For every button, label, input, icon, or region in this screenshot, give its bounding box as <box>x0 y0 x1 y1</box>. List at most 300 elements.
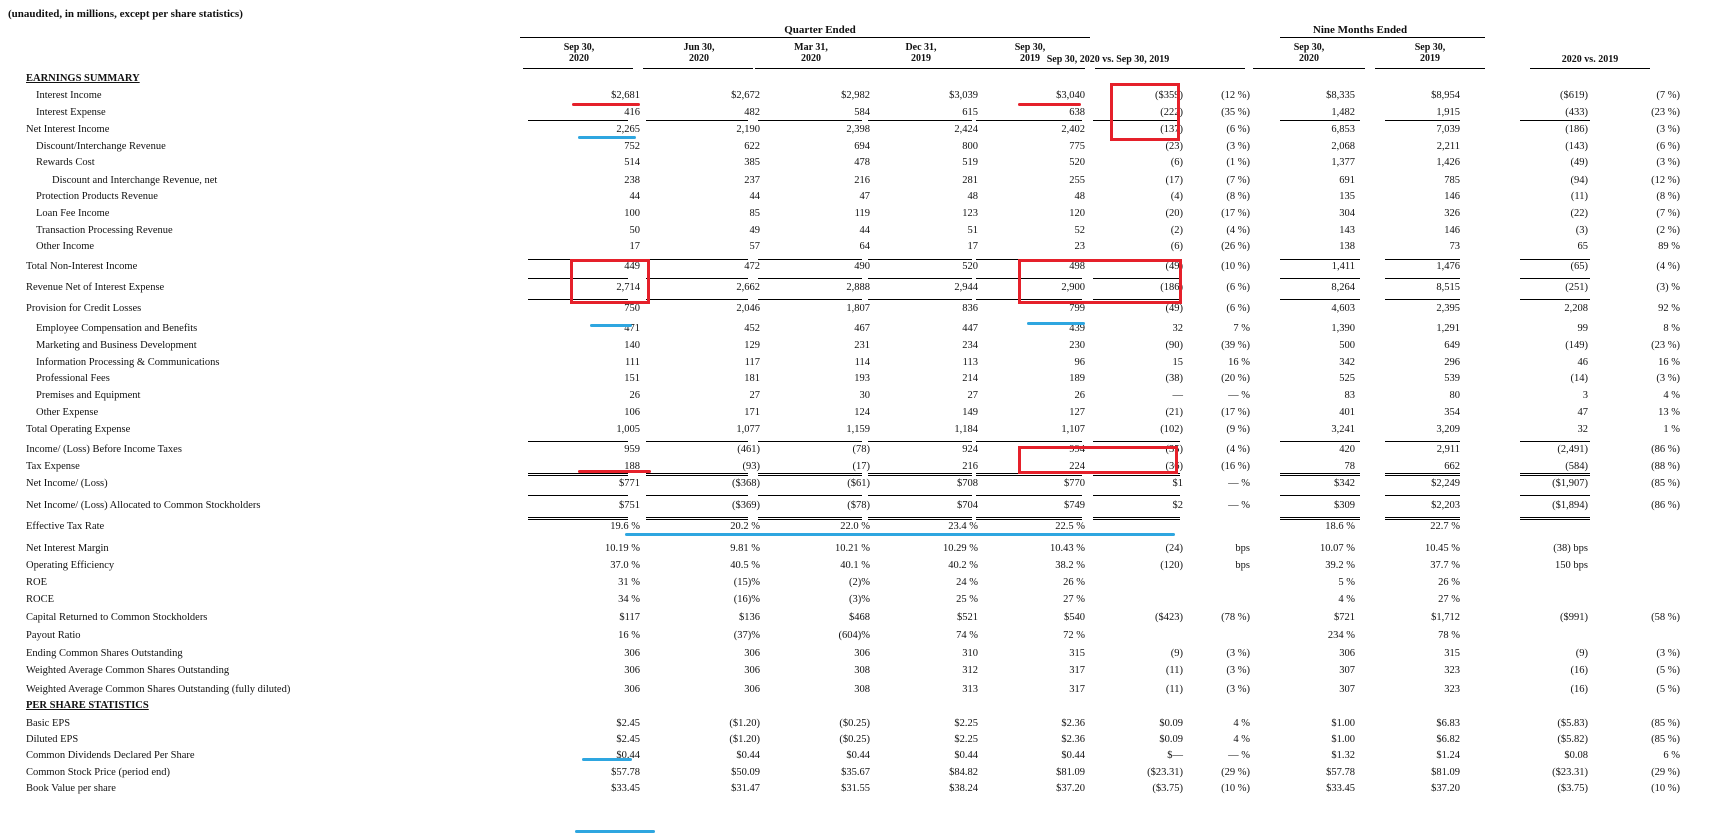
table-cell: 584 <box>854 107 870 118</box>
double-rule <box>646 473 748 476</box>
column-header-line2: 2020 <box>801 53 821 64</box>
table-row <box>0 140 1730 157</box>
table-cell: 959 <box>624 444 640 455</box>
column-header-line2: 2019 <box>911 53 931 64</box>
table-cell: 482 <box>744 107 760 118</box>
table-cell: $2,982 <box>841 90 870 101</box>
table-cell: (9) <box>1575 648 1588 659</box>
table-cell: (94) <box>1570 175 1588 186</box>
table-cell: bps <box>1235 560 1250 571</box>
table-cell: (49) <box>1570 157 1588 168</box>
table-cell: 140 <box>624 340 640 351</box>
table-cell: 214 <box>962 373 978 384</box>
table-cell: $2,203 <box>1431 500 1460 511</box>
table-cell: (8 %) <box>1226 191 1250 202</box>
table-cell: 92 % <box>1658 303 1680 314</box>
table-cell: 525 <box>1339 373 1355 384</box>
table-cell: 2,402 <box>1061 124 1085 135</box>
table-cell: 7 % <box>1233 323 1250 334</box>
table-cell: $704 <box>957 500 978 511</box>
table-cell: 37.7 % <box>1430 560 1460 571</box>
row-label: Marketing and Business Development <box>36 340 197 351</box>
table-row <box>0 406 1730 423</box>
table-cell: 306 <box>854 648 870 659</box>
table-cell: $2,681 <box>611 90 640 101</box>
row-label: Discount and Interchange Revenue, net <box>52 175 218 186</box>
table-cell: 2,395 <box>1436 303 1460 314</box>
double-rule <box>646 517 748 520</box>
table-cell: (90) <box>1165 340 1183 351</box>
table-cell: 65 <box>1577 241 1588 252</box>
table-cell: 22.7 % <box>1430 521 1460 532</box>
table-cell: 8 % <box>1663 323 1680 334</box>
table-cell: (93) <box>742 461 760 472</box>
table-cell: 143 <box>1339 225 1355 236</box>
column-header-line2: 2019 <box>1020 53 1040 64</box>
table-cell: (16)% <box>733 594 760 605</box>
table-cell: 2,662 <box>736 282 760 293</box>
single-rule <box>646 495 748 496</box>
table-cell: (251) <box>1565 282 1588 293</box>
table-cell: 638 <box>1069 107 1085 118</box>
column-header-rule <box>643 68 753 69</box>
table-cell: 32 <box>1577 424 1588 435</box>
table-cell: ($369) <box>732 500 760 511</box>
table-cell: (3) <box>1575 225 1588 236</box>
table-cell: 467 <box>854 323 870 334</box>
table-cell: 216 <box>854 175 870 186</box>
table-cell: 4 % <box>1233 718 1250 729</box>
table-cell: 315 <box>1069 648 1085 659</box>
table-cell: (3 %) <box>1656 648 1680 659</box>
table-cell: 662 <box>1444 461 1460 472</box>
table-cell: 26 % <box>1438 577 1460 588</box>
table-cell: 785 <box>1444 175 1460 186</box>
table-row <box>0 89 1730 106</box>
table-cell: 4 % <box>1663 390 1680 401</box>
single-rule <box>1093 441 1180 442</box>
table-cell: 51 <box>967 225 978 236</box>
table-cell: 16 % <box>618 630 640 641</box>
table-cell: 6,853 <box>1331 124 1355 135</box>
table-cell: (4 %) <box>1226 444 1250 455</box>
table-cell: 49 <box>749 225 760 236</box>
table-cell: 313 <box>962 684 978 695</box>
single-rule <box>758 120 862 121</box>
table-cell: bps <box>1235 543 1250 554</box>
table-cell: $33.45 <box>1326 783 1355 794</box>
double-rule <box>528 517 628 520</box>
single-rule <box>976 495 1082 496</box>
table-cell: (24) <box>1165 543 1183 554</box>
table-cell: 2,944 <box>954 282 978 293</box>
table-cell: $8,335 <box>1326 90 1355 101</box>
table-cell: $521 <box>957 612 978 623</box>
single-rule <box>1520 299 1590 300</box>
table-cell: (11) <box>1570 191 1588 202</box>
table-cell: $721 <box>1334 612 1355 623</box>
table-cell: (102) <box>1160 424 1183 435</box>
table-cell: ($23.31) <box>1147 767 1183 778</box>
table-cell: (5 %) <box>1656 665 1680 676</box>
table-cell: (4) <box>1170 191 1183 202</box>
single-rule <box>646 259 748 260</box>
table-cell: 1,159 <box>846 424 870 435</box>
table-cell: (584) <box>1565 461 1588 472</box>
table-cell: 694 <box>854 141 870 152</box>
table-cell: 10.07 % <box>1320 543 1355 554</box>
table-cell: $37.20 <box>1056 783 1085 794</box>
table-row <box>0 423 1730 440</box>
table-cell: (186) <box>1160 282 1183 293</box>
table-row <box>0 611 1730 628</box>
table-cell: 2,211 <box>1436 141 1460 152</box>
table-cell: 2,398 <box>846 124 870 135</box>
table-cell: $770 <box>1064 478 1085 489</box>
single-rule <box>1520 441 1590 442</box>
table-cell: 306 <box>744 684 760 695</box>
table-row <box>0 749 1730 766</box>
table-cell: 2,046 <box>736 303 760 314</box>
table-cell: 74 % <box>956 630 978 641</box>
row-label: Payout Ratio <box>26 630 81 641</box>
double-rule <box>528 473 628 476</box>
table-cell: 78 % <box>1438 630 1460 641</box>
table-cell: 40.2 % <box>948 560 978 571</box>
single-rule <box>1280 495 1360 496</box>
row-label: Net Interest Margin <box>26 543 109 554</box>
table-row <box>0 322 1730 339</box>
table-row <box>0 717 1730 734</box>
table-cell: (461) <box>737 444 760 455</box>
table-cell: (6) <box>1170 157 1183 168</box>
table-cell: 7,039 <box>1436 124 1460 135</box>
table-cell: 181 <box>744 373 760 384</box>
table-cell: (2,491) <box>1557 444 1588 455</box>
blue-underline-mark <box>582 758 632 761</box>
table-cell: ($78) <box>847 500 870 511</box>
column-header-7 <box>1254 42 1364 64</box>
table-cell: ($23.31) <box>1552 767 1588 778</box>
single-rule <box>758 441 862 442</box>
table-cell: 420 <box>1339 444 1355 455</box>
table-cell: (86 %) <box>1651 444 1680 455</box>
table-cell: (10 %) <box>1221 783 1250 794</box>
table-cell: 15 <box>1172 357 1183 368</box>
row-label: Protection Products Revenue <box>36 191 158 202</box>
table-cell: (186) <box>1565 124 1588 135</box>
table-row <box>0 224 1730 241</box>
table-cell: 146 <box>1444 191 1460 202</box>
table-cell: 17 <box>967 241 978 252</box>
table-cell: $2.45 <box>616 734 640 745</box>
table-cell: (15)% <box>733 577 760 588</box>
row-label: ROCE <box>26 594 55 605</box>
table-cell: $342 <box>1334 478 1355 489</box>
table-cell: 1,377 <box>1331 157 1355 168</box>
table-cell: 385 <box>744 157 760 168</box>
table-cell: 452 <box>744 323 760 334</box>
table-cell: (3 %) <box>1226 648 1250 659</box>
column-header-0 <box>524 42 634 64</box>
table-cell: 2,911 <box>1436 444 1460 455</box>
single-rule <box>528 495 628 496</box>
row-label: Common Stock Price (period end) <box>26 767 171 778</box>
row-label: Effective Tax Rate <box>26 521 105 532</box>
table-cell: 306 <box>624 648 640 659</box>
column-header-line1: Dec 31, <box>905 42 937 53</box>
table-cell: 72 % <box>1063 630 1085 641</box>
table-cell: — <box>1172 390 1183 401</box>
table-cell: ($1,894) <box>1552 500 1588 511</box>
table-cell: (3 %) <box>1656 157 1680 168</box>
column-header-5: Sep 30, 2020 vs. Sep 30, 2019 <box>1046 54 1170 65</box>
table-cell: $50.09 <box>731 767 760 778</box>
table-cell: (26 %) <box>1221 241 1250 252</box>
table-cell: 119 <box>854 208 870 219</box>
table-cell: 490 <box>854 261 870 272</box>
table-cell: $309 <box>1334 500 1355 511</box>
table-cell: $2.25 <box>954 734 978 745</box>
row-label: Rewards Cost <box>36 157 95 168</box>
row-label: Transaction Processing Revenue <box>36 225 173 236</box>
table-cell: 281 <box>962 175 978 186</box>
table-cell: ($3.75) <box>1152 783 1183 794</box>
table-row <box>0 477 1730 494</box>
double-rule <box>1093 517 1180 520</box>
table-cell: 117 <box>744 357 760 368</box>
table-row <box>0 699 1730 716</box>
single-rule <box>758 259 862 260</box>
table-cell: ($5.82) <box>1557 734 1588 745</box>
single-rule <box>868 495 972 496</box>
table-cell: 96 <box>1074 357 1085 368</box>
table-row <box>0 629 1730 646</box>
table-cell: (9 %) <box>1226 424 1250 435</box>
table-cell: (17 %) <box>1221 208 1250 219</box>
row-label: Net Income/ (Loss) <box>26 478 108 489</box>
table-cell: 111 <box>625 357 640 368</box>
column-header-rule <box>866 68 976 69</box>
row-label: Loan Fee Income <box>36 208 110 219</box>
table-cell: 22.5 % <box>1055 521 1085 532</box>
blue-underline-mark <box>578 136 636 139</box>
table-cell: $6.82 <box>1436 734 1460 745</box>
highlight-box <box>1018 446 1178 474</box>
table-cell: (17 %) <box>1221 407 1250 418</box>
table-cell: (7 %) <box>1656 90 1680 101</box>
row-label: ROE <box>26 577 47 588</box>
table-row <box>0 683 1730 700</box>
row-label: Book Value per share <box>26 783 116 794</box>
double-rule <box>976 517 1082 520</box>
table-cell: 2,888 <box>846 282 870 293</box>
table-cell: 1,184 <box>954 424 978 435</box>
table-cell: 10.43 % <box>1050 543 1085 554</box>
table-cell: 2,424 <box>954 124 978 135</box>
table-cell: (29 %) <box>1221 767 1250 778</box>
table-cell: 308 <box>854 665 870 676</box>
single-rule <box>868 299 972 300</box>
table-cell: 44 <box>749 191 760 202</box>
table-cell: 449 <box>624 261 640 272</box>
column-header-line1: Sep 30, <box>1414 42 1446 53</box>
table-cell: 57 <box>749 241 760 252</box>
table-cell: 255 <box>1069 175 1085 186</box>
table-cell: (58 %) <box>1651 612 1680 623</box>
column-header-rule <box>523 68 633 69</box>
table-cell: 146 <box>1444 225 1460 236</box>
table-cell: (1 %) <box>1226 157 1250 168</box>
table-row <box>0 559 1730 576</box>
single-rule <box>758 299 862 300</box>
table-cell: (8 %) <box>1656 191 1680 202</box>
table-cell: 520 <box>1069 157 1085 168</box>
table-cell: 416 <box>624 107 640 118</box>
table-cell: (86 %) <box>1651 500 1680 511</box>
table-cell: ($0.25) <box>839 718 870 729</box>
single-rule <box>1280 299 1360 300</box>
table-cell: 354 <box>1444 407 1460 418</box>
row-label: Tax Expense <box>26 461 80 472</box>
table-cell: (37)% <box>733 630 760 641</box>
single-rule <box>868 441 972 442</box>
table-cell: 47 <box>1577 407 1588 418</box>
table-cell: 26 <box>1074 390 1085 401</box>
single-rule <box>1520 259 1590 260</box>
table-cell: ($991) <box>1560 612 1588 623</box>
table-cell: 10.45 % <box>1425 543 1460 554</box>
row-label: Net Interest Income <box>26 124 110 135</box>
single-rule <box>1385 259 1460 260</box>
row-label: Net Income/ (Loss) Allocated to Common Stockholders <box>26 500 261 511</box>
table-cell: 752 <box>624 141 640 152</box>
single-rule <box>646 441 748 442</box>
double-rule <box>868 517 972 520</box>
table-row <box>0 499 1730 516</box>
blue-underline-mark <box>625 533 1175 536</box>
table-cell: $771 <box>619 478 640 489</box>
table-cell: 2,190 <box>736 124 760 135</box>
row-label: Weighted Average Common Shares Outstanding (fully diluted) <box>26 684 291 695</box>
table-cell: $37.20 <box>1431 783 1460 794</box>
table-cell: 306 <box>744 648 760 659</box>
double-rule <box>868 473 972 476</box>
table-cell: (23 %) <box>1651 340 1680 351</box>
table-row <box>0 190 1730 207</box>
table-cell: $0.44 <box>616 750 640 761</box>
table-cell: 100 <box>624 208 640 219</box>
table-cell: 2,900 <box>1061 282 1085 293</box>
table-cell: 1,915 <box>1436 107 1460 118</box>
row-label: Income/ (Loss) Before Income Taxes <box>26 444 182 455</box>
table-cell: (3) % <box>1656 282 1680 293</box>
double-rule <box>1520 473 1590 476</box>
table-row <box>0 260 1730 277</box>
table-cell: ($359) <box>1155 90 1183 101</box>
column-header-line1: Sep 30, <box>563 42 595 53</box>
single-rule <box>1093 495 1180 496</box>
table-cell: $751 <box>619 500 640 511</box>
table-cell: ($5.83) <box>1557 718 1588 729</box>
table-cell: 836 <box>962 303 978 314</box>
table-row <box>0 356 1730 373</box>
table-cell: $38.24 <box>949 783 978 794</box>
table-cell: 47 <box>859 191 870 202</box>
column-header-9: 2020 vs. 2019 <box>1561 54 1619 65</box>
table-cell: 3,241 <box>1331 424 1355 435</box>
table-cell: $31.55 <box>841 783 870 794</box>
single-rule <box>1280 259 1360 260</box>
blue-underline-mark <box>590 324 632 327</box>
column-header-8 <box>1375 42 1485 64</box>
table-cell: 10.29 % <box>943 543 978 554</box>
table-cell: $1 <box>1172 478 1183 489</box>
table-cell: (11) <box>1165 665 1183 676</box>
table-cell: $33.45 <box>611 783 640 794</box>
red-underline-mark <box>578 470 651 473</box>
row-label: Total Non-Interest Income <box>26 261 138 272</box>
single-rule <box>1520 120 1590 121</box>
row-label: Other Income <box>36 241 95 252</box>
table-cell: 924 <box>962 444 978 455</box>
table-cell: (149) <box>1565 340 1588 351</box>
table-cell: 31 % <box>618 577 640 588</box>
table-cell: 231 <box>854 340 870 351</box>
table-cell: $3,039 <box>949 90 978 101</box>
table-cell: (38) bps <box>1553 543 1588 554</box>
table-cell: ($3.75) <box>1557 783 1588 794</box>
table-cell: (7 %) <box>1656 208 1680 219</box>
quarter-ended-header: Quarter Ended <box>784 24 856 36</box>
table-cell: (3 %) <box>1226 684 1250 695</box>
single-rule <box>1385 120 1460 121</box>
single-rule <box>868 278 972 279</box>
table-cell: 649 <box>1444 340 1460 351</box>
column-header-rule <box>1530 68 1650 69</box>
table-cell: 25 % <box>956 594 978 605</box>
table-cell: 13 % <box>1658 407 1680 418</box>
double-rule <box>1280 473 1360 476</box>
table-cell: 189 <box>1069 373 1085 384</box>
table-cell: 17 <box>629 241 640 252</box>
row-label: Common Dividends Declared Per Share <box>26 750 195 761</box>
table-cell: (85 %) <box>1651 478 1680 489</box>
table-cell: 1 % <box>1663 424 1680 435</box>
single-rule <box>868 120 972 121</box>
table-cell: 30 <box>859 390 870 401</box>
table-cell: 498 <box>1069 261 1085 272</box>
table-cell: — % <box>1228 478 1250 489</box>
table-row <box>0 593 1730 610</box>
table-cell: (29 %) <box>1651 767 1680 778</box>
table-row <box>0 207 1730 224</box>
table-cell: 83 <box>1344 390 1355 401</box>
single-rule <box>976 441 1082 442</box>
row-label: Ending Common Shares Outstanding <box>26 648 183 659</box>
table-cell: — % <box>1228 500 1250 511</box>
table-cell: $1,712 <box>1431 612 1460 623</box>
table-cell: 113 <box>962 357 978 368</box>
table-cell: 39.2 % <box>1325 560 1355 571</box>
table-cell: 48 <box>1074 191 1085 202</box>
table-cell: ($423) <box>1155 612 1183 623</box>
blue-underline-mark <box>575 830 655 833</box>
table-cell: 4,603 <box>1331 303 1355 314</box>
table-cell: 1,077 <box>736 424 760 435</box>
table-cell: 1,005 <box>616 424 640 435</box>
table-cell: 237 <box>744 175 760 186</box>
